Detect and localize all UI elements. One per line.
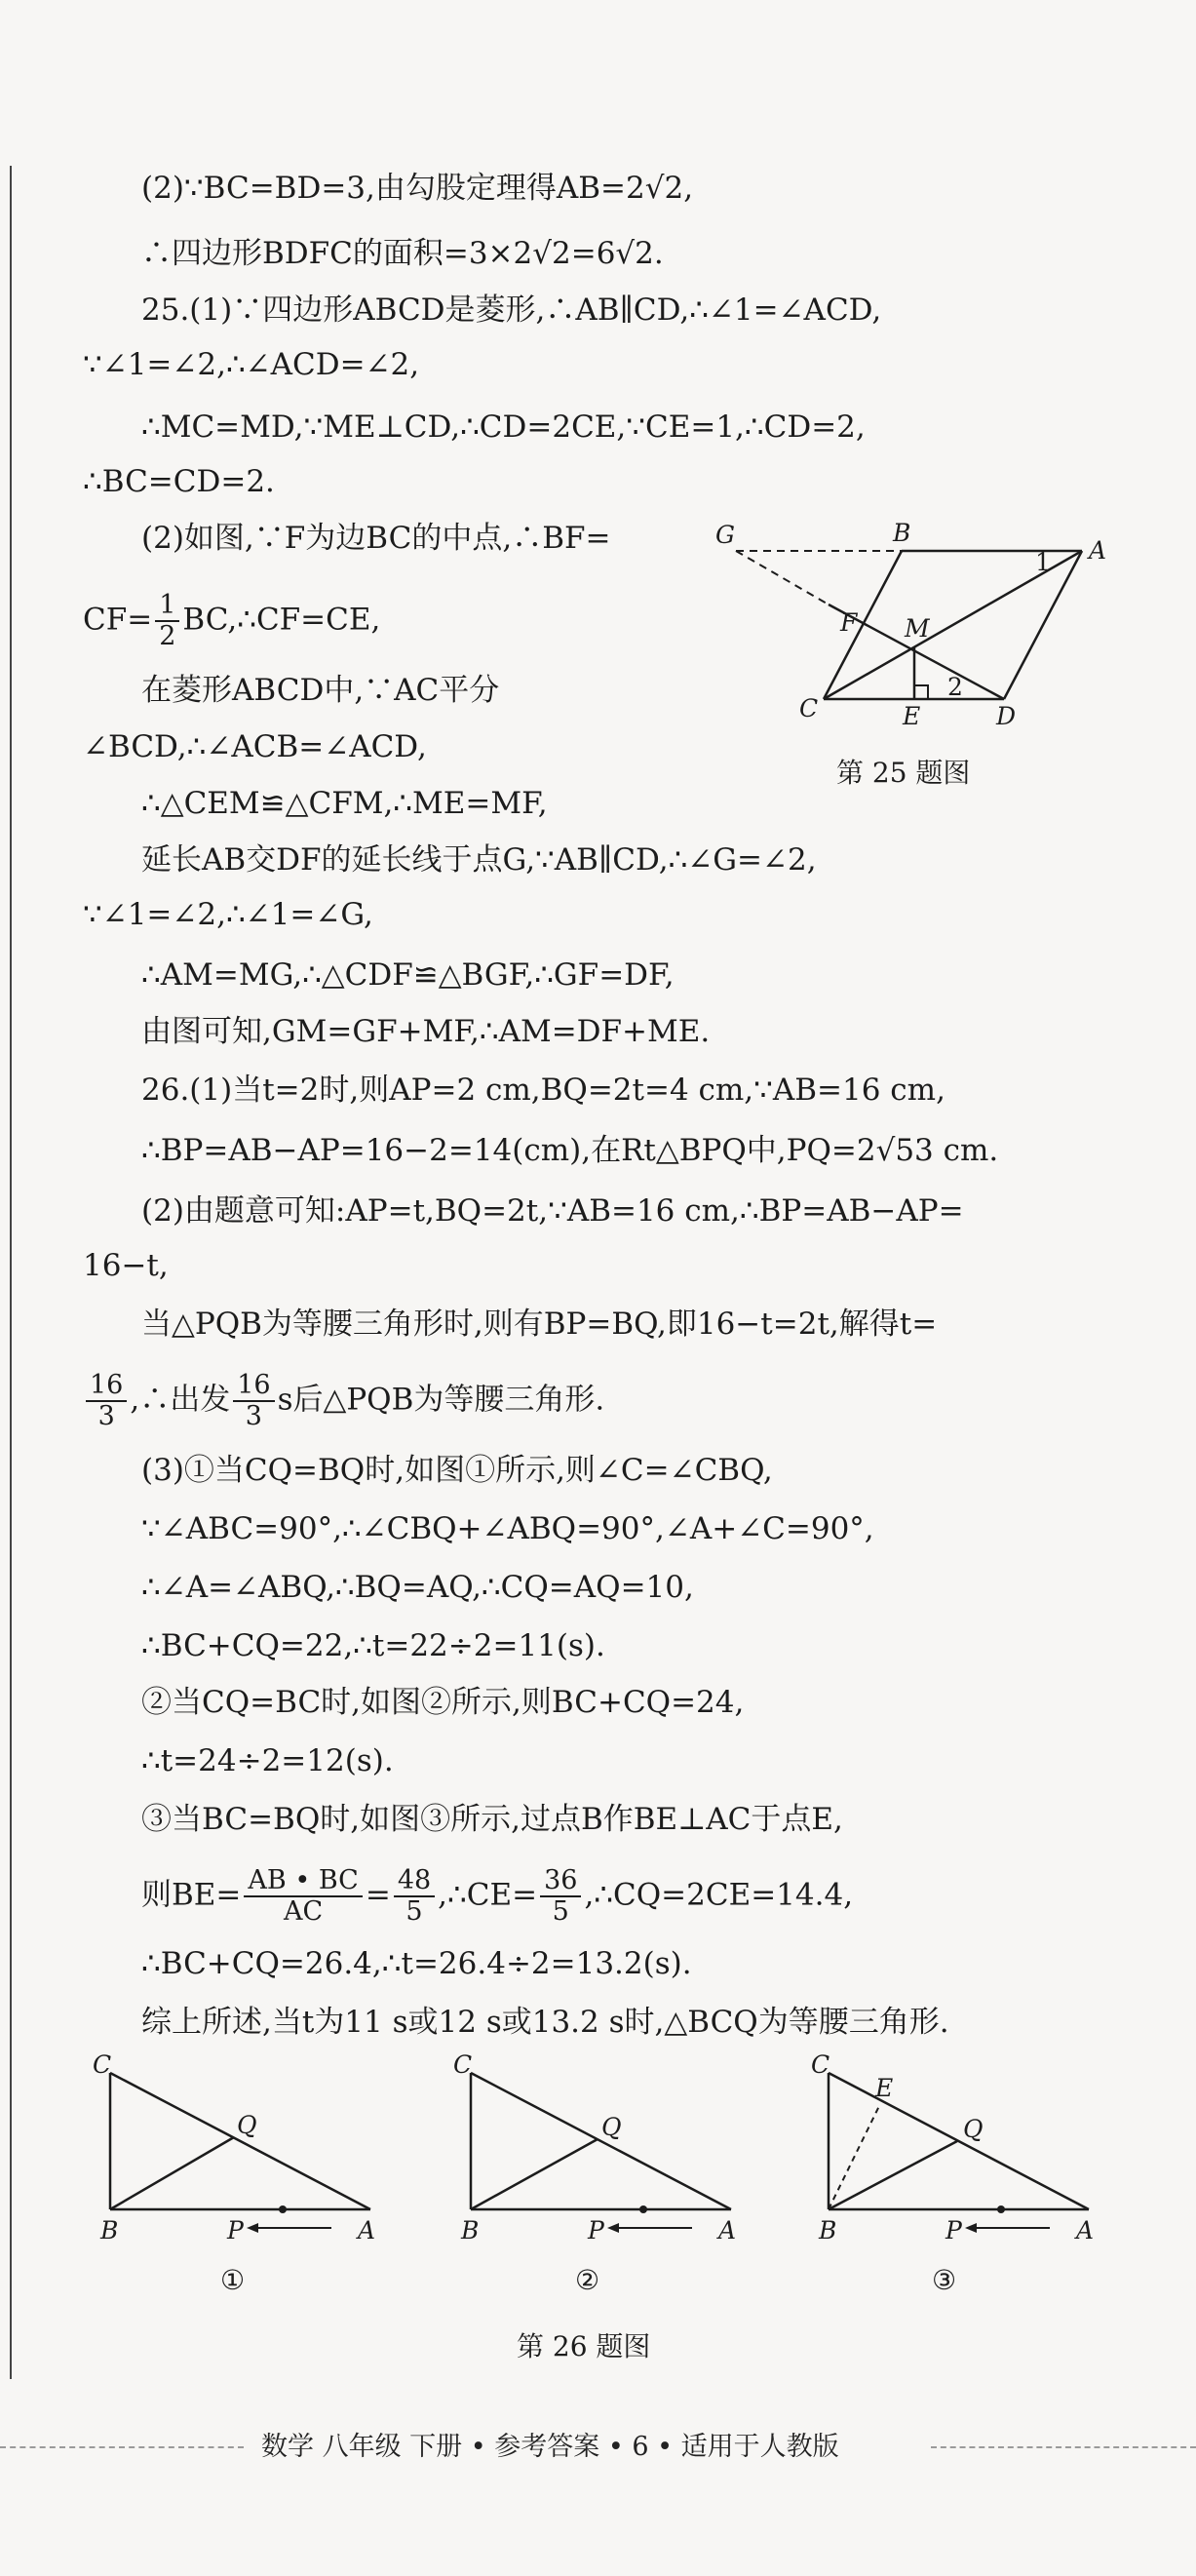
- footer-text: 数学 八年级 下册 • 参考答案 • 6 • 适用于人教版: [261, 2432, 839, 2462]
- text-line: ∴BC=CD=2.: [83, 464, 275, 499]
- fraction-numerator: 48: [394, 1866, 435, 1897]
- fraction-numerator: 1: [155, 591, 179, 622]
- point-label-m: M: [905, 614, 930, 643]
- fraction-denominator: 2: [159, 621, 176, 651]
- text-line: 综上所述,当t为11 s或12 s或13.2 s时,△BCQ为等腰三角形.: [141, 2005, 949, 2040]
- text-line-with-fraction: [83, 1371, 604, 1431]
- page-footer: [0, 2428, 1196, 2467]
- right-angle-mark: [914, 685, 928, 699]
- point-label-a: A: [1089, 536, 1107, 565]
- text-line: ∴∠A=∠ABQ,∴BQ=AQ,∴CQ=AQ=10,: [141, 1570, 694, 1605]
- fraction-numerator: 16: [86, 1371, 127, 1402]
- text-fragment: ,∴CQ=2CE=14.4,: [584, 1877, 854, 1913]
- text-line: 在菱形ABCD中,∵AC平分: [141, 673, 500, 708]
- text-line: ∵∠1=∠2,∴∠1=∠G,: [83, 897, 373, 932]
- point-label-p: P: [945, 2216, 962, 2244]
- fraction-one-half: [155, 591, 179, 651]
- footer-dash-left: [0, 2446, 244, 2448]
- text-fragment: ,∴出发: [130, 1382, 231, 1418]
- point-label-p: P: [588, 2216, 604, 2244]
- text-line: 25.(1)∵四边形ABCD是菱形,∴AB∥CD,∴∠1=∠ACD,: [141, 293, 882, 328]
- fraction-numerator: AB • BC: [244, 1866, 362, 1897]
- arrowhead: [607, 2223, 619, 2233]
- arrowhead: [247, 2223, 258, 2233]
- fraction-denominator: AC: [284, 1896, 324, 1927]
- fraction-numerator: 16: [233, 1371, 274, 1402]
- text-line-with-fraction: [83, 591, 380, 651]
- segment-bq: [471, 2139, 598, 2209]
- segment-be-dashed: [829, 2106, 879, 2209]
- angle-label-2: 2: [947, 673, 963, 701]
- point-label-b: B: [100, 2216, 119, 2244]
- text-line: ③当BC=BQ时,如图③所示,过点B作BE⊥AC于点E,: [141, 1802, 843, 1837]
- text-line: 由图可知,GM=GF+MF,∴AM=DF+ME.: [141, 1014, 711, 1049]
- fraction-be-value: [394, 1866, 435, 1927]
- text-line: 26.(1)当t=2时,则AP=2 cm,BQ=2t=4 cm,∵AB=16 cm,: [141, 1073, 945, 1108]
- text-line: ∵∠1=∠2,∴∠ACD=∠2,: [83, 347, 420, 382]
- text-line: ∴BC+CQ=22,∴t=22÷2=11(s).: [141, 1628, 605, 1663]
- point-label-a: A: [1076, 2216, 1095, 2244]
- fraction-denominator: 3: [97, 1401, 115, 1431]
- fraction-sixteen-thirds: [233, 1371, 274, 1431]
- point-label-p: P: [227, 2216, 244, 2244]
- angle-label-1: 1: [1035, 548, 1051, 576]
- text-fragment: BC,∴CF=CE,: [182, 602, 381, 638]
- footer-dash-right: [931, 2446, 1196, 2448]
- figure-26-subcaption-1: ①: [220, 2264, 246, 2296]
- text-line-with-fraction: 则BE= $\frac{AB • BC}{AC}$ = $\frac{48}{5}$ ,∴CE= $\frac{36}{5}$ ,∴CQ=2CE=14.4,: [141, 1865, 854, 1927]
- arrowhead: [965, 2223, 977, 2233]
- point-p-marker: [639, 2205, 647, 2213]
- point-label-f: F: [840, 608, 858, 637]
- text-line: 16−t,: [83, 1248, 169, 1283]
- text-fragment: s后△PQB为等腰三角形.: [277, 1382, 605, 1418]
- text-line: ∵∠ABC=90°,∴∠CBQ+∠ABQ=90°,∠A+∠C=90°,: [141, 1511, 874, 1546]
- text-line: ∠BCD,∴∠ACB=∠ACD,: [83, 729, 427, 764]
- text-fragment: CF=: [83, 602, 153, 638]
- segment-bq: [110, 2137, 234, 2209]
- point-p-marker: [279, 2205, 287, 2213]
- segment-bq: [829, 2141, 957, 2209]
- point-label-c: C: [453, 2050, 473, 2079]
- fraction-denominator: 3: [245, 1401, 262, 1431]
- point-label-a: A: [358, 2216, 376, 2244]
- fraction-sixteen-thirds: [86, 1371, 127, 1431]
- figure-26-diagram-2: [444, 2050, 755, 2250]
- segment-gf-dashed: [736, 551, 829, 605]
- figure-26-caption: 第 26 题图: [517, 2330, 651, 2362]
- fraction-ce-value: [540, 1866, 581, 1927]
- fraction-denominator: 5: [552, 1896, 569, 1927]
- text-line: ∴△CEM≌△CFM,∴ME=MF,: [141, 786, 548, 821]
- text-line: ∴MC=MD,∵ME⊥CD,∴CD=2CE,∵CE=1,∴CD=2,: [141, 410, 866, 445]
- figure-26-diagram-3: [801, 2050, 1123, 2250]
- segment-ca: [110, 2073, 370, 2209]
- fraction-be-formula: [244, 1866, 362, 1927]
- point-label-c: C: [799, 694, 819, 722]
- text-line: (2)如图,∵F为边BC的中点,∴BF=: [141, 521, 611, 556]
- point-label-q: Q: [963, 2115, 984, 2143]
- text-line: ②当CQ=BC时,如图②所示,则BC+CQ=24,: [141, 1685, 745, 1720]
- figure-25-rhombus-diagram: [715, 519, 1111, 730]
- text-fragment: ,∴CE=: [438, 1877, 538, 1913]
- point-label-b: B: [819, 2216, 837, 2244]
- text-line: ∴四边形BDFC的面积=3×2√2=6√2.: [141, 236, 664, 271]
- text-line: ∴BP=AB−AP=16−2=14(cm),在Rt△BPQ中,PQ=2√53 cm.: [141, 1133, 999, 1168]
- point-label-e: E: [875, 2074, 894, 2102]
- point-label-d: D: [996, 702, 1017, 730]
- point-label-a: A: [718, 2216, 737, 2244]
- point-label-b: B: [461, 2216, 480, 2244]
- point-label-q: Q: [237, 2111, 257, 2139]
- point-label-c: C: [811, 2050, 830, 2079]
- text-line: (2)由题意可知:AP=t,BQ=2t,∵AB=16 cm,∴BP=AB−AP=: [141, 1193, 964, 1229]
- text-line: (2)∵BC=BD=3,由勾股定理得AB=2√2,: [141, 171, 694, 206]
- text-line: 当△PQB为等腰三角形时,则有BP=BQ,即16−t=2t,解得t=: [141, 1307, 938, 1342]
- text-line: ∴BC+CQ=26.4,∴t=26.4÷2=13.2(s).: [141, 1946, 692, 1981]
- point-label-e: E: [903, 702, 921, 730]
- text-line: (3)①当CQ=BQ时,如图①所示,则∠C=∠CBQ,: [141, 1453, 773, 1488]
- fraction-denominator: 5: [405, 1896, 423, 1927]
- text-line: ∴AM=MG,∴△CDF≌△BGF,∴GF=DF,: [141, 957, 675, 993]
- figure-25-caption: 第 25 题图: [836, 757, 971, 789]
- figure-26-subcaption-2: ②: [575, 2264, 600, 2296]
- point-label-g: G: [715, 521, 735, 549]
- point-p-marker: [997, 2205, 1005, 2213]
- text-fragment: 则BE=: [141, 1877, 242, 1913]
- text-line: ∴t=24÷2=12(s).: [141, 1743, 394, 1778]
- figure-26-subcaption-3: ③: [932, 2264, 957, 2296]
- fraction-numerator: 36: [540, 1866, 581, 1897]
- point-label-c: C: [93, 2050, 112, 2079]
- figure-26-diagram-1: [83, 2050, 395, 2250]
- point-label-b: B: [893, 519, 911, 547]
- left-margin-rule: [10, 166, 12, 2379]
- point-label-q: Q: [601, 2113, 622, 2141]
- text-line: 延长AB交DF的延长线于点G,∵AB∥CD,∴∠G=∠2,: [141, 842, 817, 878]
